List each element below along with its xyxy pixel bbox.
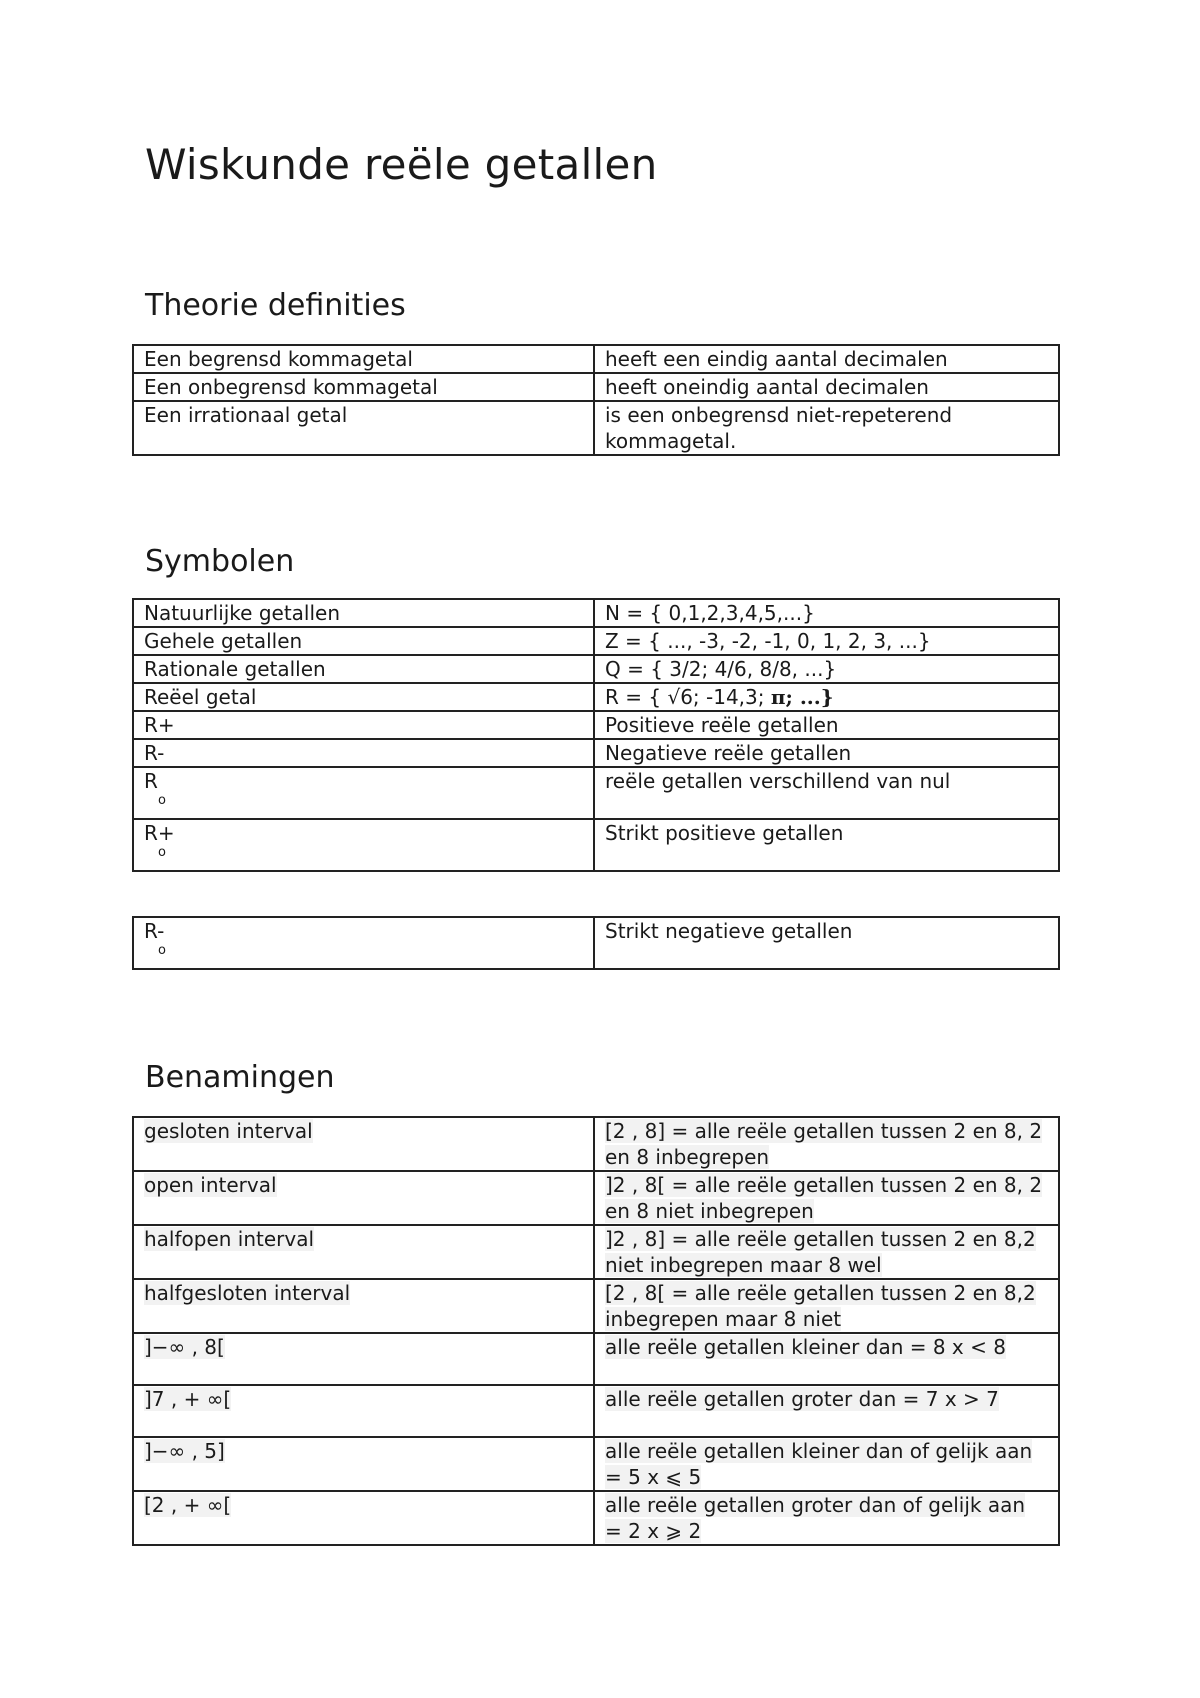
description-text: alle reële getallen kleiner dan = 8 x < 8 <box>605 1335 1006 1359</box>
term-cell <box>133 1279 594 1333</box>
description-cell: reële getallen verschillend van nul <box>594 767 1059 819</box>
term-cell <box>133 1385 594 1437</box>
table-row <box>133 627 1059 655</box>
table-row <box>133 711 1059 739</box>
table-row <box>133 401 1059 455</box>
term-cell: Een begrensd kommagetal <box>133 345 594 373</box>
description-text-bold: π; ...} <box>770 685 834 709</box>
table-row <box>133 1279 1059 1333</box>
table-row <box>133 655 1059 683</box>
table-row <box>133 373 1059 401</box>
table-row <box>133 1225 1059 1279</box>
term-text: R <box>144 769 158 793</box>
description-cell: Positieve reële getallen <box>594 711 1059 739</box>
table-row <box>133 599 1059 627</box>
description-cell: is een onbegrensd niet-repeterend kommagetal. <box>594 401 1059 455</box>
description-cell <box>594 1437 1059 1491</box>
term-cell: Een irrationaal getal <box>133 401 594 455</box>
description-cell: Strikt positieve getallen <box>594 819 1059 871</box>
term-cell <box>133 917 594 969</box>
term-text: R+ <box>144 821 175 845</box>
description-cell: heeft oneindig aantal decimalen <box>594 373 1059 401</box>
symbolen-extra-table <box>132 916 1060 970</box>
term-text: [2 , + ∞[ <box>144 1493 232 1517</box>
description-cell: Negatieve reële getallen <box>594 739 1059 767</box>
term-text: gesloten interval <box>144 1119 313 1143</box>
section-heading-theorie: Theorie definities <box>145 288 406 323</box>
benamingen-table <box>132 1116 1060 1546</box>
term-text: halfopen interval <box>144 1227 315 1251</box>
table-row <box>133 1437 1059 1491</box>
term-cell: Gehele getallen <box>133 627 594 655</box>
term-cell: Natuurlijke getallen <box>133 599 594 627</box>
table-row <box>133 819 1059 871</box>
section-heading-benamingen: Benamingen <box>145 1060 335 1095</box>
table-row <box>133 917 1059 969</box>
description-cell <box>594 1333 1059 1385</box>
subscript-zero-mark: o <box>158 943 166 958</box>
term-cell: Rationale getallen <box>133 655 594 683</box>
term-text: halfgesloten interval <box>144 1281 351 1305</box>
description-cell <box>594 683 1059 711</box>
description-text: alle reële getallen kleiner dan of gelijk aan = 5 x ⩽ 5 <box>605 1439 1033 1489</box>
description-cell: heeft een eindig aantal decimalen <box>594 345 1059 373</box>
description-cell: Strikt negatieve getallen <box>594 917 1059 969</box>
description-text: ]2 , 8] = alle reële getallen tussen 2 en 8,2 niet inbegrepen maar 8 wel <box>605 1227 1036 1277</box>
description-text: R = { √6; -14,3; <box>605 685 771 709</box>
term-cell: Reëel getal <box>133 683 594 711</box>
description-cell <box>594 1491 1059 1545</box>
table-row <box>133 767 1059 819</box>
table-row <box>133 1333 1059 1385</box>
symbolen-table <box>132 598 1060 872</box>
term-cell: R- <box>133 739 594 767</box>
subscript-zero-mark: o <box>158 845 166 860</box>
term-text: R- <box>144 919 165 943</box>
description-cell: Z = { ..., -3, -2, -1, 0, 1, 2, 3, ...} <box>594 627 1059 655</box>
term-cell <box>133 767 594 819</box>
table-row <box>133 1385 1059 1437</box>
description-cell <box>594 1225 1059 1279</box>
table-row <box>133 345 1059 373</box>
table-row <box>133 1491 1059 1545</box>
table-row <box>133 1117 1059 1171</box>
term-cell <box>133 1333 594 1385</box>
term-text: open interval <box>144 1173 277 1197</box>
description-cell <box>594 1117 1059 1171</box>
table-row <box>133 683 1059 711</box>
table-row <box>133 739 1059 767</box>
term-cell <box>133 819 594 871</box>
description-cell <box>594 1171 1059 1225</box>
term-text: ]7 , + ∞[ <box>144 1387 232 1411</box>
term-cell: R+ <box>133 711 594 739</box>
term-text: ]−∞ , 8[ <box>144 1335 225 1359</box>
section-heading-symbolen: Symbolen <box>145 544 295 579</box>
subscript-zero-mark: o <box>158 793 166 808</box>
term-cell <box>133 1171 594 1225</box>
term-cell <box>133 1437 594 1491</box>
description-cell: Q = { 3/2; 4/6, 8/8, ...} <box>594 655 1059 683</box>
description-text: alle reële getallen groter dan of gelijk aan = 2 x ⩾ 2 <box>605 1493 1026 1543</box>
table-row <box>133 1171 1059 1225</box>
theorie-table <box>132 344 1060 456</box>
description-cell: N = { 0,1,2,3,4,5,...} <box>594 599 1059 627</box>
description-text: ]2 , 8[ = alle reële getallen tussen 2 en 8, 2 en 8 niet inbegrepen <box>605 1173 1043 1223</box>
description-cell <box>594 1385 1059 1437</box>
term-cell: Een onbegrensd kommagetal <box>133 373 594 401</box>
term-cell <box>133 1225 594 1279</box>
description-text: [2 , 8[ = alle reële getallen tussen 2 en 8,2 inbegrepen maar 8 niet <box>605 1281 1036 1331</box>
term-cell <box>133 1117 594 1171</box>
description-text: alle reële getallen groter dan = 7 x > 7 <box>605 1387 999 1411</box>
description-text: [2 , 8] = alle reële getallen tussen 2 en 8, 2 en 8 inbegrepen <box>605 1119 1043 1169</box>
term-text: ]−∞ , 5] <box>144 1439 225 1463</box>
page-title: Wiskunde reële getallen <box>145 140 658 189</box>
description-cell <box>594 1279 1059 1333</box>
term-cell <box>133 1491 594 1545</box>
